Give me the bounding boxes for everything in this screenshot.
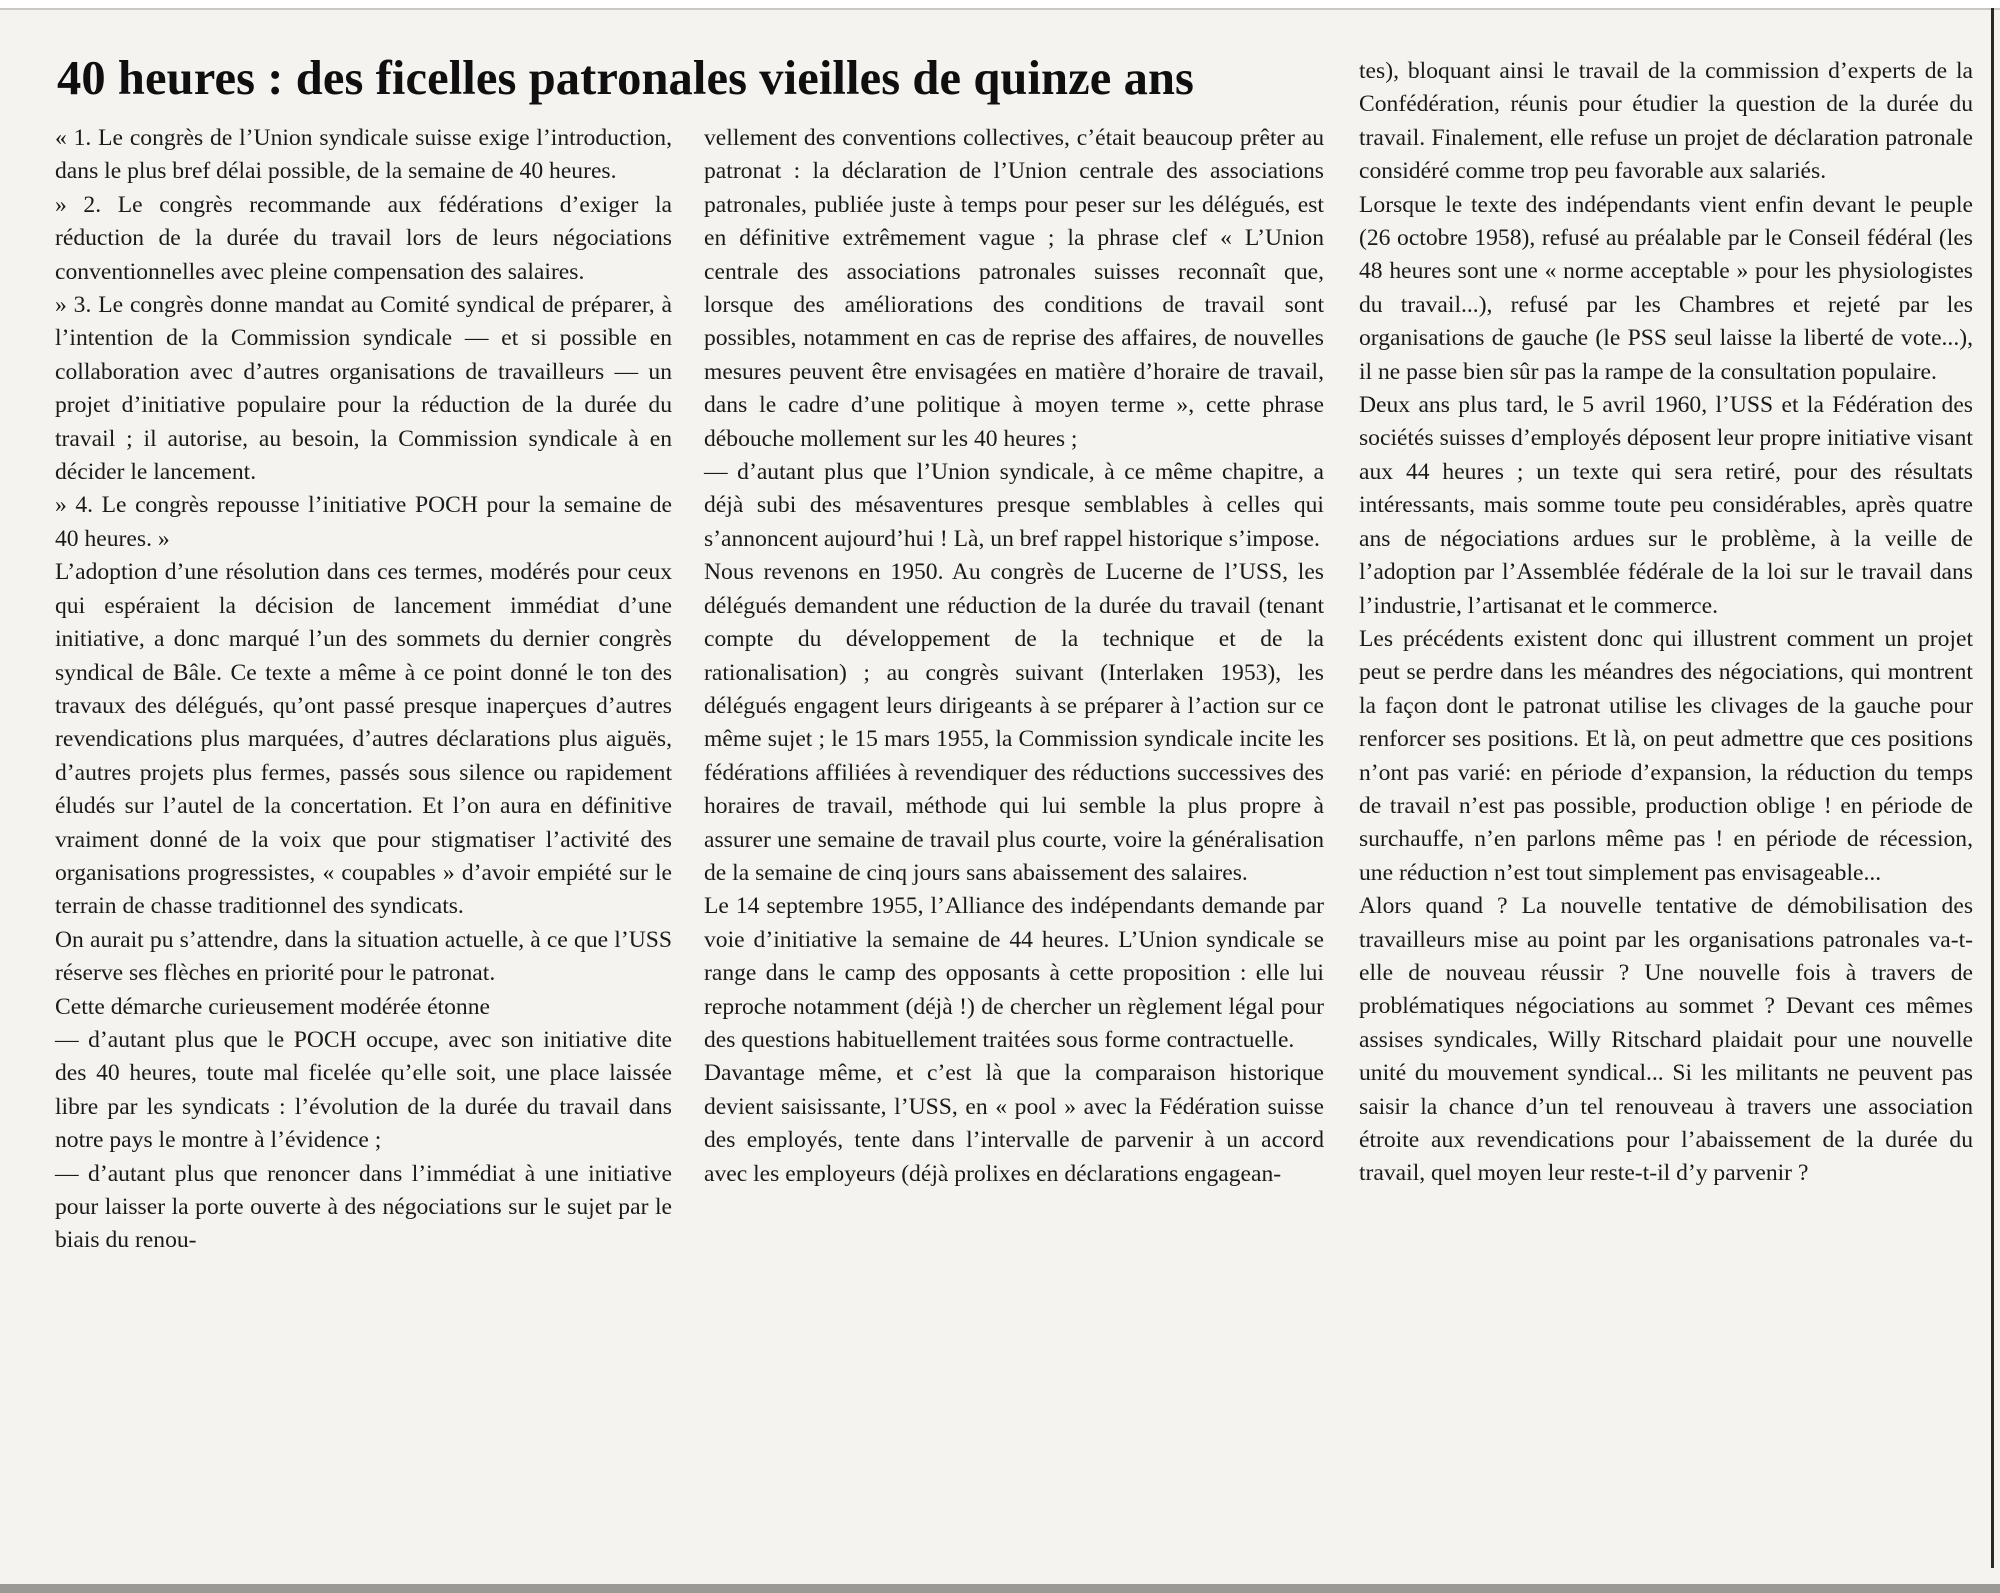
column-2-paragraph: Le 14 septembre 1955, l’Alliance des indépendants demande par voie d’initiative la semaine de 44 heures. L’Union syndicale se range dans le camp des opposants à cette proposition : elle lui reproche notamment (déjà !) de chercher un règlement légal pour des questions habituellement traitées sous forme contractuelle. xyxy=(704,893,1324,1053)
page-top-edge xyxy=(0,0,2000,10)
column-1-paragraph: » 2. Le congrès recommande aux fédérations d’exiger la réduction de la durée du travail lors de leurs négociations conventionnelles avec pleine compensation des salaires. xyxy=(55,191,672,285)
column-1-paragraph: Cette démarche curieusement modérée étonne xyxy=(55,993,490,1020)
column-1-paragraph: L’adoption d’une résolution dans ces termes, modérés pour ceux qui espéraient la décision de lancement immédiat d’une initiative, a donc marqué l’un des sommets du dernier congrès syndical de Bâle. Ce texte a même à ce point donné le ton des travaux des délégués, qu’ont passé presque inaperçues d’autres revendications plus marquées, d’autres déclarations plus aiguës, d’autres projets plus fermes, passés sous silence ou rapidement éludés sur l’autel de la concertation. Et l’on aura en définitive vraiment donné de la voix que pour stigmatiser l’activité des organisations progressistes, « coupables » d’avoir empiété sur le terrain de chasse traditionnel des syndicats. xyxy=(55,559,672,920)
column-1-paragraph: » 3. Le congrès donne mandat au Comité syndical de préparer, à l’intention de la Commission syndicale — et si possible en collaboration avec d’autres organisations de travailleurs — un projet d’initiative populaire pour la réduction de la durée du travail ; il autorise, au besoin, la Commission syndicale à en décider le lancement. xyxy=(55,292,672,486)
column-3-paragraph: Les précédents existent donc qui illustrent comment un projet peut se perdre dans les méandres des négociations, qui montrent la façon dont le patronat utilise les clivages de la gauche pour renforcer ses positions. Et là, on peut admettre que ces positions n’ont pas varié: en période d’expansion, la réduction du temps de travail n’est pas possible, production oblige ! en période de surchauffe, n’en parlons même pas ! en période de récession, une réduction n’est tout simplement pas envisageable... xyxy=(1359,625,1973,886)
column-3-paragraph: tes), bloquant ainsi le travail de la commission d’experts de la Confédération, réunis pour étudier la question de la durée du travail. Finalement, elle refuse un projet de déclaration patronale considéré comme trop peu favorable aux salariés. xyxy=(1359,58,1973,185)
column-2-paragraph: vellement des conventions collectives, c’était beaucoup prêter au patronat : la déclaration de l’Union centrale des associations patronales, publiée juste à temps pour peser sur les délégués, est en définitive extrêmement vague ; la phrase clef « L’Union centrale des associations patronales suisses reconnaît que, lorsque des améliorations des conditions de travail sont possibles, notamment en cas de reprise des affaires, de nouvelles mesures peuvent être envisagées en matière d’horaire de travail, dans le cadre d’une politique à moyen terme », cette phrase débouche mollement sur les 40 heures ; xyxy=(704,125,1324,452)
column-1-paragraph: — d’autant plus que le POCH occupe, avec son initiative dite des 40 heures, toute mal ficelée qu’elle soit, une place laissée libre par les syndicats : l’évolution de la durée du travail dans notre pays le montre à l’évidence ; xyxy=(55,1026,672,1154)
article-column-2 xyxy=(704,122,1324,1562)
article-column-1 xyxy=(55,122,672,1562)
page-bottom-edge xyxy=(0,1584,2000,1593)
column-1-paragraph: » 4. Le congrès repousse l’initiative POCH pour la semaine de 40 heures. » xyxy=(55,492,672,552)
article-column-3 xyxy=(1359,55,1973,1563)
article-headline: 40 heures : des ficelles patronales vieilles de quinze ans xyxy=(57,52,1195,105)
column-3-paragraph: Deux ans plus tard, le 5 avril 1960, l’USS et la Fédération des sociétés suisses d’employés déposent leur propre initiative visant aux 44 heures ; un texte qui sera retiré, pour des résultats intéressants, mais somme toute peu considérables, après quatre ans de négociations ardues sur le problème, à la veille de l’adoption par l’Assemblée fédérale de la loi sur le travail dans l’industrie, l’artisanat et le commerce. xyxy=(1359,392,1973,619)
column-3-paragraph: Lorsque le texte des indépendants vient enfin devant le peuple (26 octobre 1958), refusé au préalable par le Conseil fédéral (les 48 heures sont une « norme acceptable » pour les physiologistes du travail...), refusé par les Chambres et rejeté par les organisations de gauche (le PSS seul laisse la liberté de vote...), il ne passe bien sûr pas la rampe de la consultation populaire. xyxy=(1359,191,1973,385)
column-1-paragraph: — d’autant plus que renoncer dans l’immédiat à une initiative pour laisser la porte ouverte à des négociations sur le sujet par le biais du renou- xyxy=(55,1160,672,1254)
column-2-paragraph: Davantage même, et c’est là que la comparaison historique devient saisissante, l’USS, en « pool » avec la Fédération suisse des employés, tente dans l’intervalle de parvenir à un accord avec les employeurs (déjà prolixes en déclarations engagean- xyxy=(704,1060,1324,1187)
column-3-paragraph: Alors quand ? La nouvelle tentative de démobilisation des travailleurs mise au point par les organisations patronales va-t-elle de nouveau réussir ? Une nouvelle fois à travers de problématiques négociations au sommet ? Devant ces mêmes assises syndicales, Willy Ritschard plaidait pour une nouvelle unité du mouvement syndical... Si les militants ne peuvent pas saisir la chance d’un tel renouveau à travers une association étroite aux revendications pour l’abaissement de la durée du travail, quel moyen leur reste-t-il d’y parvenir ? xyxy=(1359,893,1973,1187)
column-2-paragraph: Nous revenons en 1950. Au congrès de Lucerne de l’USS, les délégués demandent une réduction de la durée du travail (tenant compte du développement de la technique et de la rationalisation) ; au congrès suivant (Interlaken 1953), les délégués engagent leurs dirigeants à se préparer à l’action sur ce même sujet ; le 15 mars 1955, la Commission syndicale incite les fédérations affiliées à revendiquer des réductions successives des horaires de travail, méthode qui lui semble la plus propre à assurer une semaine de travail plus courte, voire la généralisation de la semaine de cinq jours sans abaissement des salaires. xyxy=(704,559,1324,886)
column-1-paragraph: « 1. Le congrès de l’Union syndicale suisse exige l’introduction, dans le plus bref délai possible, de la semaine de 40 heures. xyxy=(55,125,672,185)
column-2-paragraph: — d’autant plus que l’Union syndicale, à ce même chapitre, a déjà subi des mésaventures presque semblables à celles qui s’annoncent aujourd’hui ! Là, un bref rappel historique s’impose. xyxy=(704,459,1324,552)
page-right-edge xyxy=(1991,8,1994,1568)
column-1-paragraph: On aurait pu s’attendre, dans la situation actuelle, à ce que l’USS réserve ses flèches en priorité pour le patronat. xyxy=(55,926,672,987)
